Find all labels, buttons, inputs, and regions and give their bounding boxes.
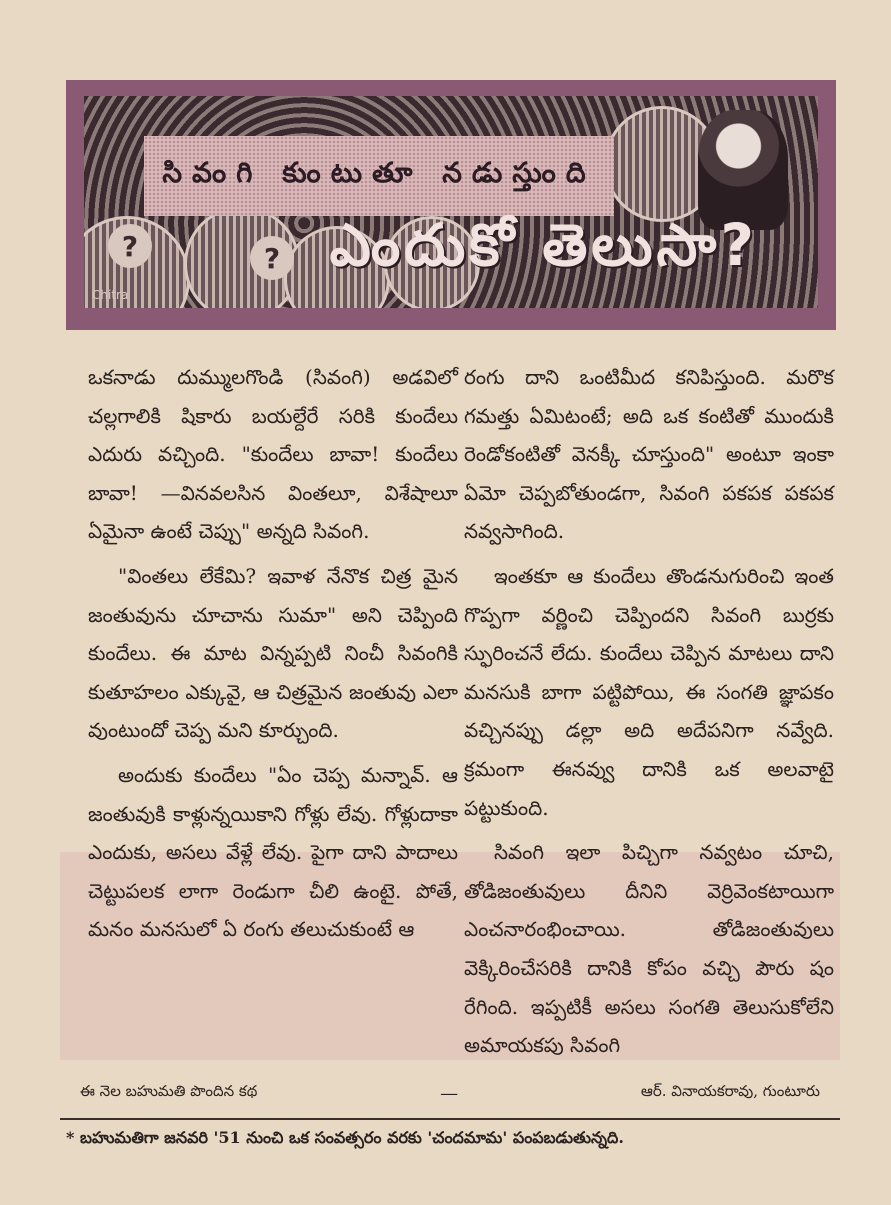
story-title: సివంగి కుంటుతూ నడుస్తుంది	[162, 156, 596, 189]
paragraph: రంగు దాని ఒంటిమీద కనిపిస్తుంది. మరొక గమత్తు ఏమిటంటే; అది ఒక కంటితో ముందుకి రెండోకంటితో వెనక్కీ చూస్తుంది" అంటూ ఇంకా ఏమో చెప్పబోతుండగా, సివంగి పకపక పకపక నవ్వసాగింది.	[464, 365, 834, 544]
divider-rule	[60, 1118, 840, 1120]
prize-story-label: ఈ నెల బహుమతి పొందిన కథ	[80, 1082, 258, 1100]
right-column	[464, 358, 834, 1065]
question-mark-icon: ?	[108, 224, 152, 268]
left-column	[88, 358, 458, 949]
title-box	[144, 136, 614, 216]
paragraph: ఒకనాడు దుమ్ములగొండి (సివంగి) అడవిలో చల్లగాలికి షికారు బయల్దేరే సరికి కుందేలు ఎదురు వచ్చింది. "కుందేలు బావా! కుందేలు బావా! —వినవలసిన వింతలూ, విశేషాలూ ఏమైనా ఉంటే చెప్పు" అన్నది సివంగి.	[88, 365, 458, 544]
paragraph: "వింతలు లేకేమి? ఇవాళ నేనొక చిత్ర మైన జంతువును చూచాను సుమా" అని చెప్పింది కుందేలు. ఈ మాట విన్నప్పటి నించీ సివంగికి కుతూహలం ఎక్కువై, ఆ చిత్రమైన జంతువు ఎలా వుంటుందో చెప్ప మని కూర్చుంది.	[88, 563, 458, 743]
artist-signature: Chitra	[92, 288, 129, 302]
story-banner	[66, 80, 836, 330]
question-mark-icon: ?	[250, 236, 294, 280]
prize-note: * బహుమతిగా జనవరి '51 నుంచి ఒక సంవత్సరం వరకు 'చందమామ' పంపబడుతున్నది.	[66, 1128, 624, 1147]
paragraph: సివంగి ఇలా పిచ్చిగా నవ్వటం చూచి, తోడిజంతువులు దీనిని వెర్రివెంకటాయిగా ఎంచనారంభించాయి. తోడిజంతువులు వెక్కిరించేసరికి దానికి కోపం వచ్చి పౌరు షం రేగింది. ఇప్పటికీ అసలు సంగతి తెలుసుకోలేని అమాయకపు సివంగి	[464, 840, 834, 1058]
story-credit	[80, 1082, 820, 1104]
paragraph: అందుకు కుందేలు "ఏం చెప్ప మన్నావ్. ఆ జంతువుకి కాళ్లున్నయికాని గోళ్లు లేవు. గోళ్లుదాకా ఎందుకు, అసలు వేళ్లే లేవు. పైగా దాని పాదాలు చెట్టుపలక లాగా రెండుగా చీలి ఉంటై. పోతే, మనం మనసులో ఏ రంగు తలుచుకుంటే ఆ	[88, 762, 458, 942]
banner-subtitle: ఎందుకో తెలుసా?	[329, 211, 758, 279]
paragraph: ఇంతకూ ఆ కుందేలు తొండనుగురించి ఇంత గొప్పగా వర్ణించి చెప్పిందని సివంగి బుర్రకు స్ఫురించనే లేదు. కుందేలు చెప్పిన మాటలు దాని మనసుకి బాగా పట్టిపోయి, ఈ సంగతి జ్ఞాపకం వచ్చినప్పు డల్లా అది అదేపనిగా నవ్వేది. క్రమంగా ఈనవ్వు దానికి ఒక అలవాటై పట్టుకుంది.	[464, 563, 834, 820]
banner-illustration	[84, 96, 818, 308]
separator-dash: —	[440, 1082, 459, 1104]
author-credit: ఆర్. వినాయకరావు, గుంటూరు	[640, 1082, 820, 1100]
